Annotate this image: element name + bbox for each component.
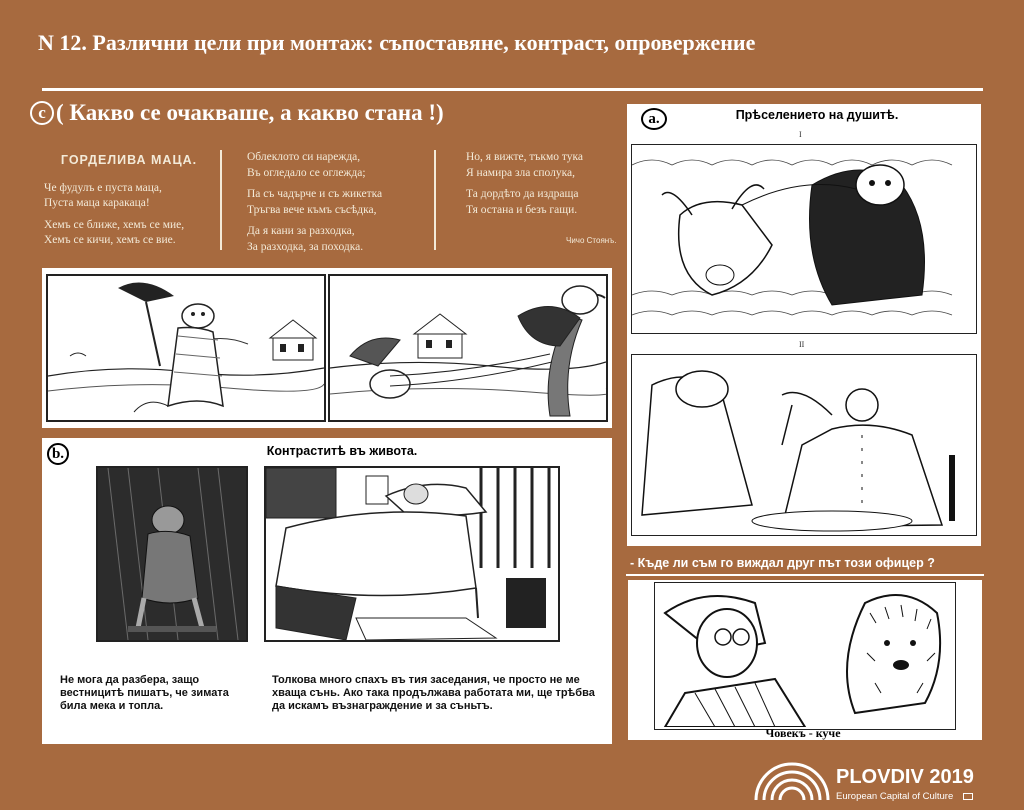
cat-with-umbrella-illustration [48, 276, 324, 420]
poem-divider [220, 150, 222, 250]
cat-comic-frame-2 [328, 274, 608, 422]
section-b-letter: b. [47, 443, 69, 465]
poem-line: Па съ чадърче и съ жикетка [247, 188, 383, 200]
header-divider [42, 88, 983, 91]
section-a-divider [626, 574, 984, 576]
eu-flag-icon [963, 793, 973, 800]
section-a-letter-wrap [641, 108, 667, 130]
poem-line: Пуста маца каракаца! [44, 197, 150, 209]
poem-line: За разходка, за походка. [247, 240, 364, 253]
man-and-dog-panel [628, 580, 982, 740]
man-and-dog-frame [654, 582, 956, 730]
section-a-caption: - Къде ли съм го виждал друг път този офицер ? [630, 556, 935, 570]
section-b-title: Контраститѣ въ живота. [266, 444, 418, 458]
officer-drinking-illustration [632, 355, 974, 533]
sleeping-man-caption: Толкова много спахъ въ тия заседания, че просто не ме хваща сънь. Ако така продължава работата ми, ще трѣбва да искамъ възнаграждение и за съньтъ. [272, 674, 595, 712]
poem-title: ГОРДЕЛИВА МАЦА. [60, 153, 198, 167]
poem-divider [434, 150, 436, 250]
section-d-caption: Човекъ - куче [765, 726, 841, 740]
page-title: N 12. Различни цели при монтаж: съпоставяне, контраст, опровержение [38, 30, 756, 55]
poem-line: Тръгва вече къмъ съсѣдка, [247, 203, 377, 216]
cold-man-caption: Не мога да разбера, защо вестницитѣ пишатъ, че зимата била мека и топла. [60, 674, 229, 712]
brand-subtitle: European Capital of Culture [836, 791, 954, 802]
section-a-part1: I [799, 130, 802, 139]
section-a-letter: a. [641, 108, 667, 130]
transmigration-of-souls-panel [627, 104, 981, 546]
poem-line: Но, я вижте, тъкмо тука [466, 151, 583, 163]
ox-and-ape-frame [631, 144, 977, 334]
cat-caught-on-tree-illustration [330, 276, 606, 420]
poem-line: Хемъ се кичи, хемъ се вие. [44, 234, 176, 246]
poem-line: Тя остана и безъ гащи. [466, 203, 578, 216]
section-b-letter-wrap [47, 443, 69, 465]
plovdiv-arches-icon [752, 752, 832, 802]
brand-name: PLOVDIV 2019 [836, 766, 974, 788]
section-a-part2: II [799, 340, 805, 349]
shivering-man-illustration [98, 468, 246, 640]
cold-man-frame [96, 466, 248, 642]
poem-column-3 [466, 150, 616, 218]
poem-line: Я намира зла сполука, [466, 166, 575, 179]
ox-and-ape-illustration [632, 145, 974, 331]
cat-comic-frame-1 [46, 274, 326, 422]
poem-signature: Чичо Стоянъ. [566, 236, 617, 245]
section-c-letter: c [30, 101, 54, 125]
poem-column-2 [247, 150, 427, 255]
poem-line: Въ огледало се оглежда; [247, 166, 366, 179]
poem-line: Че фудулъ е пуста маца, [44, 181, 162, 194]
section-c-heading-text: ( Какво се очакваше, а какво стана !) [56, 100, 444, 125]
plovdiv-logo [752, 752, 832, 807]
cat-comic-strip [42, 268, 612, 428]
section-c-heading [30, 100, 444, 126]
section-a-title: Прѣселението на душитѣ. [735, 108, 899, 122]
man-and-dog-illustration [655, 583, 953, 727]
poem-line: Хемъ се ближе, хемъ се мие, [44, 218, 185, 231]
contrasts-in-life-panel [42, 438, 612, 744]
sleeping-man-frame [264, 466, 560, 642]
poem-column-1 [44, 153, 214, 249]
sleeping-man-in-bed-illustration [266, 468, 558, 640]
poem-line: Облеклото си нарежда, [247, 151, 361, 163]
poem-line: Да я кани за разходка, [247, 225, 355, 237]
officer-frame [631, 354, 977, 536]
poem-line: Та дордѣто да издраща [466, 188, 579, 200]
